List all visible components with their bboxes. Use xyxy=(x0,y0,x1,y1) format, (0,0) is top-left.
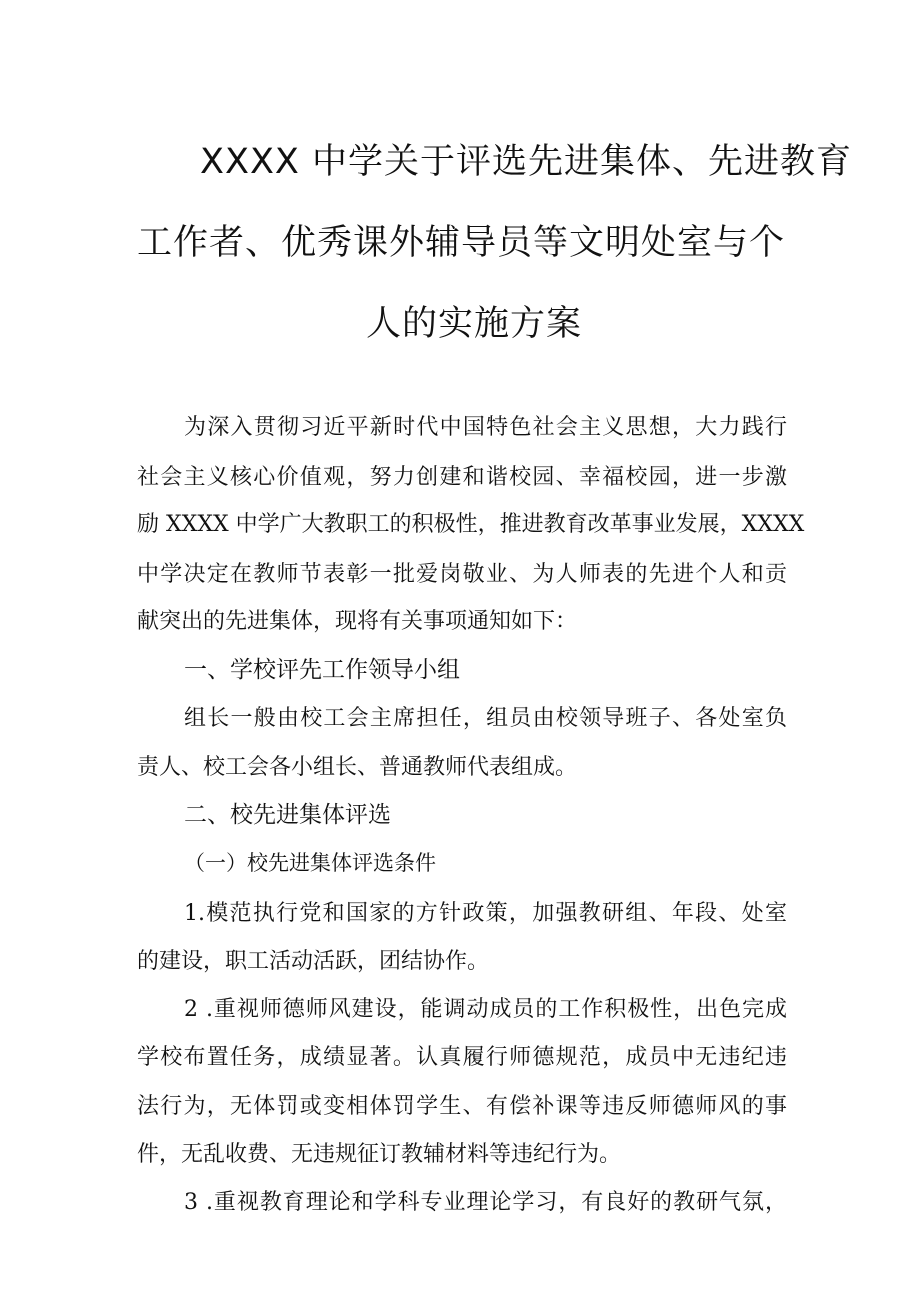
intro-paragraph-line: 励 XXXX 中学广大教职工的积极性，推进教育改革事业发展，XXXX xyxy=(137,512,805,537)
criteria-item-line: 法行为，无体罚或变相体罚学生、有偿补课等违反师德师风的事 xyxy=(137,1094,787,1119)
criteria-item-line: 2 .重视师德师风建设，能调动成员的工作积极性，出色完成 xyxy=(184,997,787,1022)
intro-paragraph-line: 为深入贯彻习近平新时代中国特色社会主义思想，大力践行 xyxy=(184,415,787,440)
document-title-line-2: 工作者、优秀课外辅导员等文明处室与个 xyxy=(137,223,786,263)
criteria-item-line: 学校布置任务，成绩显著。认真履行师德规范，成员中无违纪违 xyxy=(137,1045,787,1070)
document-title-line-3: 人的实施方案 xyxy=(366,304,583,344)
criteria-item-line: 的建设，职工活动活跃，团结协作。 xyxy=(137,949,490,974)
intro-paragraph-line: 中学决定在教师节表彰一批爱岗敬业、为人师表的先进个人和贡 xyxy=(137,562,787,587)
criteria-item-line: 件，无乱收费、无违规征订教辅材料等违纪行为。 xyxy=(137,1142,622,1167)
section-heading: 一、学校评先工作领导小组 xyxy=(184,657,460,683)
intro-paragraph-line: 献突出的先进集体，现将有关事项通知如下： xyxy=(137,609,578,634)
section-paragraph-line: 组长一般由校工会主席担任，组员由校领导班子、各处室负 xyxy=(184,706,787,731)
criteria-item-line: 1.模范执行党和国家的方针政策，加强教研组、年段、处室 xyxy=(184,901,787,926)
subsection-heading: （一）校先进集体评选条件 xyxy=(184,851,436,875)
criteria-item-line: 3 .重视教育理论和学科专业理论学习，有良好的教研气氛， xyxy=(184,1190,787,1215)
intro-paragraph-line: 社会主义核心价值观，努力创建和谐校园、幸福校园，进一步激 xyxy=(137,465,787,490)
section-paragraph-line: 责人、校工会各小组长、普通教师代表组成。 xyxy=(137,755,578,780)
document-title-line-1: XXXX 中学关于评选先进集体、先进教育 xyxy=(200,142,853,182)
section-heading: 二、校先进集体评选 xyxy=(184,802,391,828)
